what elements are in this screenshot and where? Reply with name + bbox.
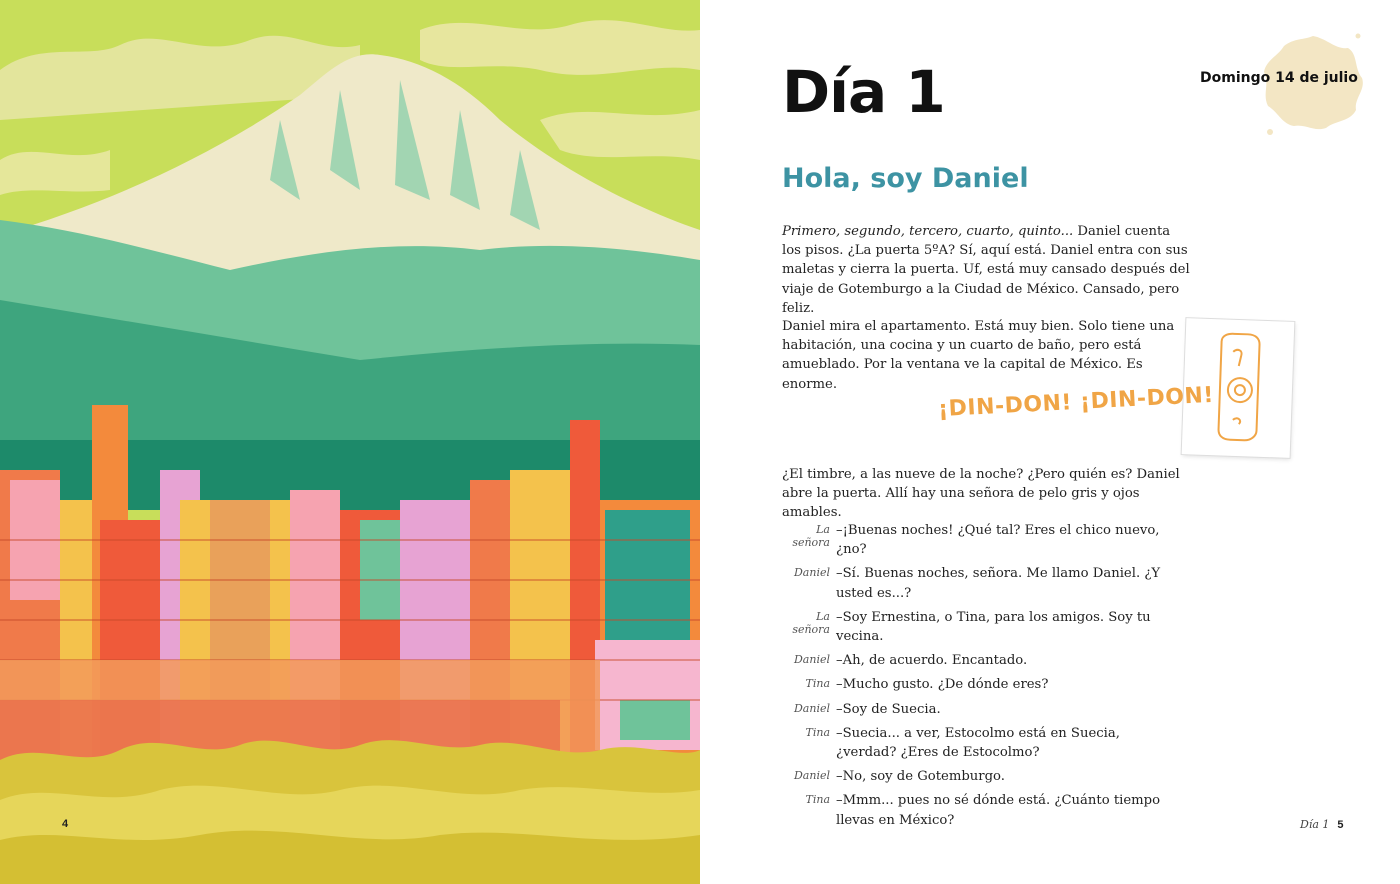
dialogue-line bbox=[780, 651, 1180, 670]
page-footer bbox=[1300, 818, 1344, 831]
speech-text: –Mmm... pues no sé dónde está. ¿Cuánto tiempo llevas en México? bbox=[836, 793, 1161, 828]
paragraph-2: Daniel mira el apartamento. Está muy bien. Solo tiene una habitación, una cocina y un cuarto de baño, pero está amueblado. Por la ventana ve la capital de México. Es enorme. bbox=[782, 319, 1175, 392]
speaker-name: Daniel bbox=[793, 769, 830, 783]
speaker-name: Tina bbox=[805, 793, 830, 807]
speaker-name: Tina bbox=[805, 725, 830, 739]
speech-text: –Mucho gusto. ¿De dónde eres? bbox=[836, 677, 1049, 693]
speech-text: –Soy Ernestina, o Tina, para los amigos. Soy tu vecina. bbox=[836, 609, 1151, 645]
paragraph-3: ¿El timbre, a las nueve de la noche? ¿Pero quién es? Daniel abre la puerta. Allí hay una señora de pelo gris y ojos amables. bbox=[782, 467, 1180, 521]
dialogue-line bbox=[780, 700, 1180, 719]
dialogue bbox=[780, 521, 1180, 835]
chapter-title: Hola, soy Daniel bbox=[782, 163, 1029, 194]
speech-text: –No, soy de Gotemburgo. bbox=[836, 769, 1005, 785]
date-label: Domingo 14 de julio bbox=[1200, 70, 1358, 86]
speaker-name: Daniel bbox=[793, 653, 830, 667]
dialogue-line bbox=[780, 724, 1180, 762]
speech-text: –Ah, de acuerdo. Encantado. bbox=[836, 653, 1028, 669]
day-title: Día 1 bbox=[782, 58, 945, 126]
speech-text: –Suecia... a ver, Estocolmo está en Suecia, ¿verdad? ¿Eres de Estocolmo? bbox=[836, 725, 1120, 761]
dialogue-line bbox=[780, 791, 1180, 829]
dialogue-line bbox=[780, 521, 1180, 559]
speaker-name: Daniel bbox=[793, 566, 830, 580]
right-page-number: 5 bbox=[1337, 819, 1344, 831]
speaker-name: Daniel bbox=[793, 701, 830, 715]
doorbell-sound-text: ¡DIN-DON! ¡DIN-DON! bbox=[937, 382, 1215, 423]
footer-label: Día 1 bbox=[1300, 818, 1330, 831]
speech-text: –¡Buenas noches! ¿Qué tal? Eres el chico nuevo, ¿no? bbox=[836, 523, 1160, 558]
speaker-name: La señora bbox=[792, 523, 830, 549]
paragraph-1-text: Daniel cuenta los pisos. ¿La puerta 5ºA? Sí, aquí está. Daniel entra con sus maletas y cierra la puerta. Uf, está muy cansado después del viaje de Gotemburgo a la Ciudad de México. Cansado, pero feliz. bbox=[782, 224, 1190, 316]
dialogue-line bbox=[780, 608, 1180, 646]
speaker-name: Tina bbox=[805, 677, 830, 691]
paragraph-1-italic: Primero, segundo, tercero, cuarto, quinto... bbox=[782, 224, 1074, 239]
left-page-number: 4 bbox=[62, 818, 69, 830]
speech-text: –Sí. Buenas noches, señora. Me llamo Daniel. ¿Y usted es...? bbox=[836, 566, 1161, 601]
speech-text: –Soy de Suecia. bbox=[836, 701, 941, 717]
dialogue-line bbox=[780, 767, 1180, 786]
speaker-name: La señora bbox=[792, 609, 830, 636]
paragraph-1 bbox=[782, 222, 1192, 318]
dialogue-line bbox=[780, 675, 1180, 694]
dialogue-line bbox=[780, 564, 1180, 602]
